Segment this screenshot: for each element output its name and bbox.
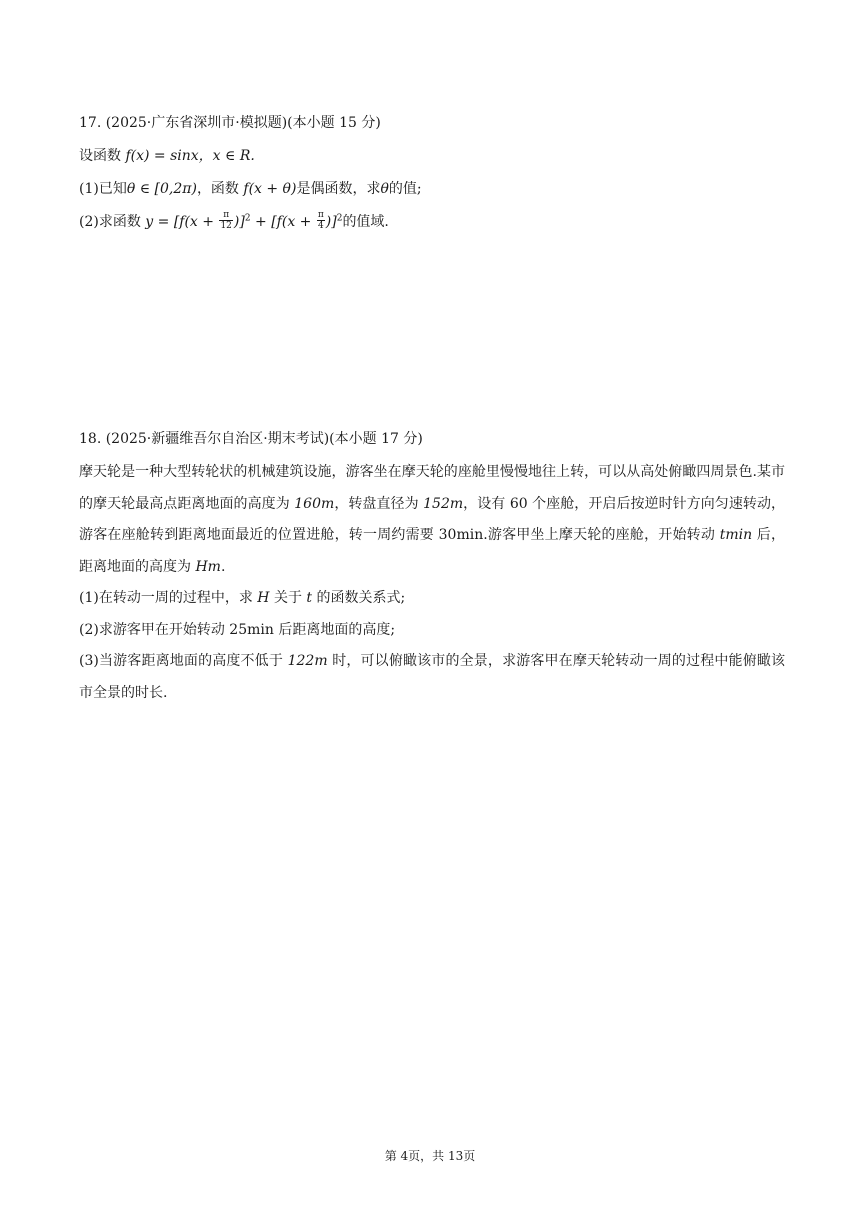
question-17-part-1: (1)已知θ ∈ [0,2π)，函数 f(x + θ)是偶函数，求θ的值;: [79, 181, 422, 197]
question-18-header: 18. (2025·新疆维吾尔自治区·期末考试)(本小题 17 分): [79, 431, 423, 447]
page-footer: 第 4页，共 13页: [384, 1149, 476, 1163]
question-18: [79, 427, 785, 709]
fraction-pi-over-12: $\frac{\pi}{12}$: [220, 209, 232, 231]
question-18-part-1: (1)在转动一周的过程中，求 H 关于 t 的函数关系式;: [79, 590, 406, 606]
question-18-body: 摩天轮是一种大型转轮状的机械建筑设施，游客坐在摩天轮的座舱里慢慢地往上转，可以从高处俯瞰四周景色.某市的摩天轮最高点距离地面的高度为 160m，转盘直径为 152m，设有 60 个座舱，开启后按逆时针方向匀速转动，游客在座舱转到距离地面最近的位置进舱，转一周约需要 30min.游客甲坐上摩天轮的座舱，开始转动 tmin 后，距离地面的高度为 Hm.: [79, 464, 786, 575]
fraction-pi-over-4: $\frac{\pi}{4}$: [317, 209, 324, 231]
question-18-part-2: (2)求游客甲在开始转动 25min 后距离地面的高度;: [79, 621, 396, 638]
question-17-header: 17. (2025·广东省深圳市·模拟题)(本小题 15 分): [79, 115, 381, 131]
question-18-part-3: (3)当游客距离地面的高度不低于 122m 时，可以俯瞰该市的全景，求游客甲在摩天轮转动一周的过程中能俯瞰该市全景的时长.: [79, 653, 786, 701]
question-17-definition: 设函数 f(x) = sinx，x ∈ R.: [79, 148, 255, 164]
math-function-def: f(x) = sinx，x ∈ R.: [125, 148, 255, 164]
question-17-part-2: (2)求函数 y = [f(x + $\frac{\pi}{12}$ )]$^2$ + [f(x + $\frac{\pi}{4}$ )]$^2$的值域.: [79, 209, 389, 231]
question-17: [79, 111, 785, 243]
